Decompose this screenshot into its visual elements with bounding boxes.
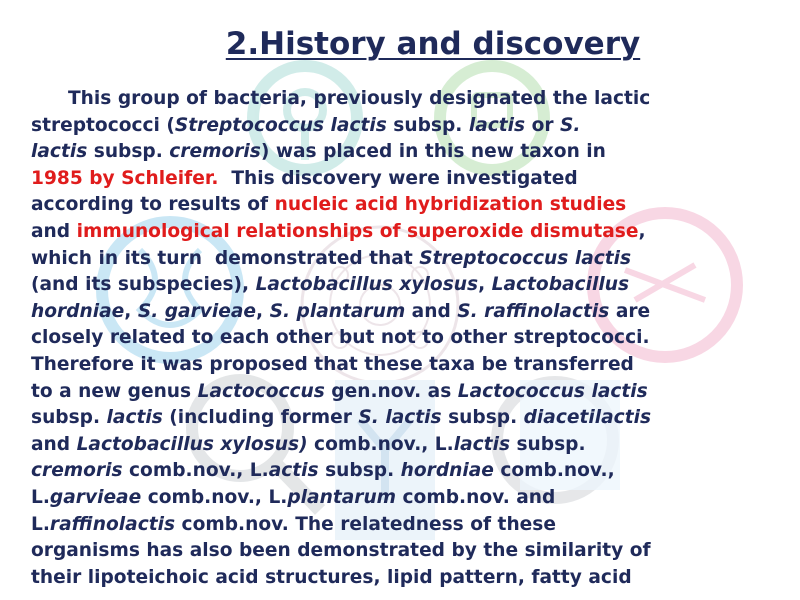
text-segment: subsp. xyxy=(31,407,107,429)
text-segment: L. xyxy=(31,486,50,508)
italic-text: actis xyxy=(268,460,319,482)
text-line xyxy=(31,565,781,592)
italic-text: garvieae xyxy=(49,486,142,508)
text-segment: comb.nov., L. xyxy=(122,460,269,482)
text-segment: and xyxy=(31,220,77,242)
text-segment: (and its subspecies), xyxy=(31,274,256,296)
italic-text: diacetilactis xyxy=(523,407,652,429)
italic-text: hordniae xyxy=(31,300,125,322)
italic-text: cremoris xyxy=(169,141,261,163)
italic-text: Lactobacillus xyxy=(491,274,630,296)
text-line xyxy=(31,432,781,459)
italic-text: S. garvieae xyxy=(137,300,257,322)
text-segment: This group of bacteria, previously designated the lactic xyxy=(68,88,651,109)
text-segment: and xyxy=(31,433,77,455)
italic-text: S. raffinolactis xyxy=(457,300,610,322)
italic-text: plantarum xyxy=(287,486,397,508)
text-segment: their lipoteichoic acid structures, lipid pattern, fatty acid xyxy=(31,566,632,588)
text-segment: which in its turn demonstrated that xyxy=(31,247,420,269)
italic-text: Streptococcus lactis xyxy=(419,247,632,269)
text-segment: closely related to each other but not to other streptococci. xyxy=(31,327,650,349)
text-segment: L. xyxy=(31,513,50,535)
text-segment: , xyxy=(638,220,646,242)
text-segment: subsp. xyxy=(441,407,524,429)
italic-text: Streptococcus lactis xyxy=(174,114,387,136)
text-line xyxy=(31,113,781,140)
text-line xyxy=(31,352,781,379)
italic-text: Lactococcus lactis xyxy=(457,380,648,402)
highlight-text: nucleic acid hybridization studies xyxy=(274,194,627,216)
italic-text: Lactobacillus xylosus xyxy=(255,274,479,296)
text-segment: gen.nov. as xyxy=(324,380,458,402)
text-segment: subsp. xyxy=(510,433,586,455)
text-line xyxy=(31,166,781,193)
italic-text: S. lactis xyxy=(358,407,442,429)
text-segment: , xyxy=(478,274,492,296)
italic-text: raffinolactis xyxy=(49,513,176,535)
body-text xyxy=(31,86,781,591)
text-line xyxy=(31,86,781,113)
text-segment: according to results of xyxy=(31,194,275,216)
italic-text: S. xyxy=(560,114,581,136)
text-line xyxy=(31,405,781,432)
text-segment: ) was placed in this new taxon in xyxy=(260,141,606,163)
text-segment: subsp. xyxy=(318,460,401,482)
page-title: 2.History and discovery xyxy=(225,26,641,62)
italic-text: Lactococcus xyxy=(197,380,325,402)
text-segment: This discovery were investigated xyxy=(218,167,578,189)
text-line xyxy=(31,538,781,565)
text-segment: Therefore it was proposed that these taxa be transferred xyxy=(31,353,634,375)
italic-text: lactis xyxy=(31,141,88,163)
text-segment: comb.nov., L. xyxy=(307,433,454,455)
text-segment: subsp. xyxy=(386,114,469,136)
text-line xyxy=(31,512,781,539)
text-segment: streptococci ( xyxy=(31,114,175,136)
italic-text: cremoris xyxy=(31,460,123,482)
text-segment: (including former xyxy=(162,407,359,429)
text-segment: , xyxy=(256,300,270,322)
text-line xyxy=(31,485,781,512)
italic-text: lactis xyxy=(106,407,163,429)
highlight-text: 1985 by Schleifer. xyxy=(31,167,219,189)
text-line xyxy=(31,379,781,406)
italic-text: S. plantarum xyxy=(269,300,406,322)
text-segment: comb.nov. and xyxy=(396,486,556,508)
highlight-text: immunological relationships of superoxide dismutase xyxy=(76,220,639,242)
italic-text: lactis xyxy=(468,114,526,136)
text-line xyxy=(31,325,781,352)
italic-text: Lactobacillus xylosus) xyxy=(76,433,308,455)
text-line xyxy=(31,458,781,485)
text-segment: to a new genus xyxy=(31,380,198,402)
text-segment: and xyxy=(405,300,458,322)
text-line xyxy=(31,192,781,219)
text-line xyxy=(31,299,781,326)
text-line xyxy=(31,272,781,299)
text-line xyxy=(31,139,781,166)
text-segment: organisms has also been demonstrated by the similarity of xyxy=(31,540,651,562)
text-segment: comb.nov., xyxy=(493,460,615,482)
text-segment: comb.nov. The relatedness of these xyxy=(175,513,556,535)
italic-text: lactis xyxy=(453,433,511,455)
text-segment: comb.nov., L. xyxy=(141,486,288,508)
text-segment: are xyxy=(609,300,651,322)
text-line xyxy=(31,246,781,273)
italic-text: hordniae xyxy=(400,460,494,482)
text-segment: subsp. xyxy=(87,141,170,163)
text-line xyxy=(31,219,781,246)
text-segment: , xyxy=(124,300,138,322)
text-segment: or xyxy=(525,114,561,136)
